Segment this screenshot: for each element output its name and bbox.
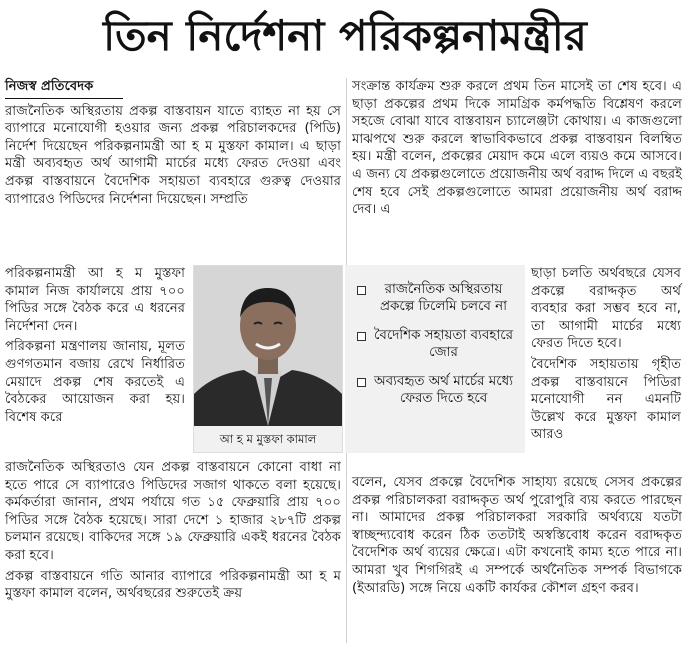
paragraph: প্রকল্প বাস্তবায়নে গতি আনার ব্যাপারে পরিকল্পনামন্ত্রী আ হ ম মুস্তফা কামাল বলেন, অর্থবছরের শুরুতেই ক্রয় xyxy=(5,568,341,602)
portrait-photo xyxy=(194,266,342,426)
column-2-top xyxy=(352,78,682,222)
checkbox-bullet-icon xyxy=(357,378,366,387)
photo-caption: আ হ ম মুস্তফা কামাল xyxy=(219,432,317,446)
byline: নিজস্ব প্রতিবেদক xyxy=(5,78,123,99)
highlight-text: রাজনৈতিক অস্থিরতায় প্রকল্পে ঢিলেমি চলবে না xyxy=(379,282,508,314)
highlight-text: বৈদেশিক সহায়তা ব্যবহারে জোর xyxy=(374,328,513,360)
checkbox-bullet-icon xyxy=(357,286,366,295)
paragraph: ছাড়া চলতি অর্থবছরে যেসব প্রকল্পে বরাদ্দকৃত অর্থ ব্যবহার করা সম্ভব হবে না, তা আগামী মার্চের মধ্যে ফেরত দিতে হবে। xyxy=(531,266,681,352)
paragraph: রাজনৈতিক অস্থিরতায় প্রকল্প বাস্তবায়ন যাতে ব্যাহত না হয় সে ব্যাপারে মনোযোগী হওয়ার জন্য প্রকল্প পরিচালকদের (পিডি) নির্দেশ দিয়েছেন পরিকল্পনামন্ত্রী আ হ ম মুস্তফা কামাল। এ ছাড়া মন্ত্রী অব্যবহৃত অর্থ আগামী মার্চের মধ্যে ফেরত দেওয়া এবং প্রকল্প বাস্তবায়নে বৈদেশিক সহায়তা ব্যবহারে গুরুত্ব দেওয়ার ব্যাপারেও পিডিদের নির্দেশনা দিয়েছেন। সম্প্রতি xyxy=(5,103,341,207)
paragraph: পরিকল্পনামন্ত্রী আ হ ম মুস্তফা কামাল নিজ কার্যালয়ে প্রায় ৭০০ পিডির সঙ্গে বৈঠক করে এ ধরনের নির্দেশনা দেন। xyxy=(5,266,185,334)
checkbox-bullet-icon xyxy=(357,332,366,341)
column-1-bottom xyxy=(5,459,341,606)
paragraph: বৈদেশিক সহায়তায় গৃহীত প্রকল্প বাস্তবায়নে পিডিরা মনোযোগী নন এমনটি উল্লেখ করে মুস্তফা কামাল আরও xyxy=(531,356,681,443)
highlight-text: অব্যবহৃত অর্থ মার্চের মধ্যে ফেরত দিতে হবে xyxy=(374,374,513,406)
highlight-item xyxy=(357,281,515,315)
paragraph: সংক্রান্ত কার্যক্রম শুরু করলে প্রথম তিন মাসেই তা শেষ হবে। এ ছাড়া প্রকল্পের প্রথম দিকে সামগ্রিক কর্মপদ্ধতি বিশ্লেষণ করলে সহজে বোঝা যাবে বাস্তবায়ন চ্যালেঞ্জটা কোথায়। এ কাজগুলো মাঝপথে শুরু করলে স্বাভাবিকভাবে প্রকল্প বাস্তবায়ন বিলম্বিত হয়। মন্ত্রী বলেন, প্রকল্পের মেয়াদ কমে এলে ব্যয়ও কমে আসবে। এ জন্য যে প্রকল্পগুলোতে প্রয়োজনীয় অর্থ বরাদ্দ দিলে এ বছরই শেষ হবে সেই প্রকল্পগুলোতে আমরা প্রয়োজনীয় অর্থ বরাদ্দ দেব। এ xyxy=(352,79,682,218)
highlights-box xyxy=(345,265,525,453)
paragraph: বলেন, যেসব প্রকল্পে বৈদেশিক সাহায্য রয়েছে সেসব প্রকল্পের প্রকল্প পরিচালকরা বরাদ্দকৃত অর্থ পুরোপুরি ব্যয় করতে পারছেন না। আমাদের প্রকল্প পরিচালকরা সরকারি অর্থব্যয়ে যতটা স্বাচ্ছন্দ্যবোধ করেন ঠিক ততটাই অস্বস্তিবোধ করেন বরাদ্দকৃত বৈদেশিক অর্থ ব্যয়ের ক্ষেত্রে। এটা কখনোই কাম্য হতে পারে না। আমরা খুব শিগগিরই এ সম্পর্কে অর্থনৈতিক সম্পর্ক বিভাগকে (ইআরডি) সঙ্গে নিয়ে একটি কার্যকর কৌশল গ্রহণ করব। xyxy=(352,475,682,596)
column-2-wrapped-text xyxy=(531,265,681,447)
highlight-item xyxy=(357,373,515,407)
paragraph: পরিকল্পনা মন্ত্রণালয় জানায়, মূলত গুণগতমান বজায় রেখে নির্ধারিত মেয়াদে প্রকল্প শেষ করতেই এ বৈঠকের আয়োজন করা হয়। বিশেষ করে xyxy=(5,339,185,425)
highlight-item xyxy=(357,327,515,361)
photo-frame xyxy=(193,265,343,453)
column-1-top xyxy=(5,78,341,211)
headline: তিন নির্দেশনা পরিকল্পনামন্ত্রীর xyxy=(103,11,587,60)
paragraph: রাজনৈতিক অস্থিরতাও যেন প্রকল্প বাস্তবায়নে কোনো বাধা না হতে পারে সে ব্যাপারেও পিডিদের সজাগ থাকতে বলা হয়েছে। কর্মকর্তারা জানান, প্রথম পর্যায়ে গত ১৫ ফেব্রুয়ারি প্রায় ৭০০ পিডির সঙ্গে বৈঠক হয়েছে। সারা দেশে ১ হাজার ২৮৭টি প্রকল্প চলমান রয়েছে। বাকিদের সঙ্গে ১৯ ফেব্রুয়ারি একই ধরনের বৈঠক করা হবে। xyxy=(5,460,341,563)
column-1-wrapped-text xyxy=(5,265,185,429)
column-2-bottom xyxy=(352,474,682,600)
